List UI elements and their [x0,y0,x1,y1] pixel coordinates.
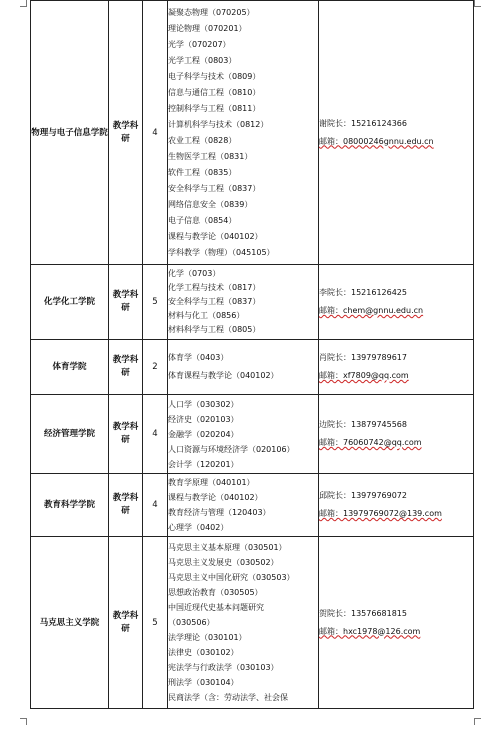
contact-email: 邮箱：hxc1978@126.com [319,626,421,636]
major-item: 会计学（120201） [168,459,239,469]
headcount: 5 [152,617,158,628]
major-item: 生物医学工程（0831） [168,151,253,161]
position-type-cell [109,1,143,265]
major-item: 中国近现代史基本问题研究 [168,603,264,612]
major-item: 课程与教学论（040102） [168,231,263,241]
headcount: 5 [152,297,158,307]
major-item: 金融学（020204） [168,429,239,439]
college-name: 化学化工学院 [43,297,95,307]
major-item: 材料与化工（0856） [168,311,245,320]
college-cell [31,537,109,709]
major-item: 人口学（030302） [168,399,239,409]
contact-phone: 谢院长：15216124366 [319,118,407,128]
major-item: 光学工程（0803） [168,55,237,65]
major-item: 农业工程（0828） [168,135,237,145]
major-item: 化学工程与技术（0817） [168,283,261,292]
table-row [31,265,474,340]
major-item: 安全科学与工程（0837） [168,183,261,193]
major-item: 材料科学与工程（0805） [168,325,261,334]
contact-cell [319,265,474,340]
major-item: 教育学原理（040101） [168,478,255,487]
contact-cell [319,1,474,265]
major-item: 马克思主义基本原理（030501） [168,543,287,552]
major-item: 法学理论（030101） [168,633,247,642]
major-item: 学科教学（物理）（045105） [168,247,275,257]
major-item: 教育经济与管理（120403） [168,508,271,517]
major-item: 网络信息安全（0839） [168,199,253,209]
contact-phone: 贺院长：13576681815 [319,608,407,618]
major-item: 安全科学与工程（0837） [168,297,261,306]
contact-phone: 肖院长：13979789617 [319,353,407,362]
college-name: 经济管理学院 [43,429,95,439]
contact-cell [319,537,474,709]
major-item: 马克思主义发展史（030502） [168,558,279,567]
position-type-cell [109,340,143,395]
contact-phone: 李院长：15216126425 [319,288,407,297]
major-item: 马克思主义中国化研究（030503） [168,573,295,582]
major-item: 思想政治教育（030505） [168,588,263,597]
contact-email: 邮箱：08000246gnnu.edu.cn [319,136,434,146]
majors-cell [168,340,319,395]
headcount: 4 [152,500,158,510]
table-row [31,537,474,709]
position-type: 教学科研 [112,355,139,378]
headcount: 4 [152,127,158,138]
majors-cell [168,1,319,265]
contact-cell [319,474,474,537]
college-cell [31,395,109,474]
table-row [31,474,474,537]
position-type: 教学科研 [112,610,139,634]
position-type: 教学科研 [112,120,139,144]
headcount: 2 [152,362,158,372]
college-cell [31,1,109,265]
headcount: 4 [152,429,158,439]
contact-email: 邮箱：chem@gnnu.edu.cn [319,306,424,315]
position-type: 教学科研 [112,290,139,313]
major-item: 人口资源与环境经济学（020106） [168,444,295,454]
majors-cell [168,537,319,709]
major-item: 计算机科学与技术（0812） [168,119,269,129]
major-item: 化学（0703） [168,269,221,278]
position-type-cell [109,537,143,709]
college-cell [31,340,109,395]
major-item: 光学（070207） [168,39,231,49]
major-item: 体育学（0403） [168,353,229,362]
table-body [31,1,474,709]
major-item: 经济史（020103） [168,414,239,424]
contact-email: 邮箱：13979769072@139.com [319,509,442,518]
major-item: 心理学（0402） [168,523,229,532]
page-corner-mark [474,0,481,7]
table-row [31,340,474,395]
headcount-cell [143,537,168,709]
headcount-cell [143,265,168,340]
page-corner-mark [474,718,481,725]
position-type-cell [109,395,143,474]
major-item: 理论物理（070201） [168,23,247,33]
college-name: 体育学院 [52,362,87,372]
major-item: 软件工程（0835） [168,167,237,177]
contact-phone: 邱院长：13979769072 [319,491,407,500]
majors-cell [168,265,319,340]
contact-cell [319,340,474,395]
contact-email: 邮箱：xf7809@qq.com [319,371,409,380]
page-corner-mark [20,718,27,725]
position-type: 教学科研 [112,493,139,516]
major-item: 凝聚态物理（070205） [168,7,255,17]
college-table [30,0,474,709]
major-item: 电子信息（0854） [168,215,237,225]
major-item: 法律史（030102） [168,648,239,657]
majors-cell [168,474,319,537]
position-type-cell [109,474,143,537]
college-cell [31,474,109,537]
major-item: 宪法学与行政法学（030103） [168,663,279,672]
contact-phone: 边院长：13879745568 [319,420,407,429]
major-item: 课程与教学论（040102） [168,493,263,502]
headcount-cell [143,340,168,395]
headcount-cell [143,395,168,474]
major-item: 刑法学（030104） [168,678,239,687]
major-item: 电子科学与技术（0809） [168,71,261,81]
table-row [31,1,474,265]
major-item: 体育课程与教学论（040102） [168,371,279,380]
headcount-cell [143,1,168,265]
college-name: 物理与电子信息学院 [31,127,108,138]
major-item: 民商法学（含：劳动法学、社会保 [168,693,288,702]
college-name: 马克思主义学院 [39,617,100,628]
college-name: 教育科学学院 [43,500,95,510]
college-cell [31,265,109,340]
position-type: 教学科研 [112,422,139,445]
majors-cell [168,395,319,474]
headcount-cell [143,474,168,537]
major-item: （030506） [168,618,215,627]
major-item: 信息与通信工程（0810） [168,87,261,97]
page-corner-mark [20,0,27,7]
contact-cell [319,395,474,474]
contact-email: 邮箱：76060742@qq.com [319,438,422,447]
table-row [31,395,474,474]
position-type-cell [109,265,143,340]
major-item: 控制科学与工程（0811） [168,103,261,113]
